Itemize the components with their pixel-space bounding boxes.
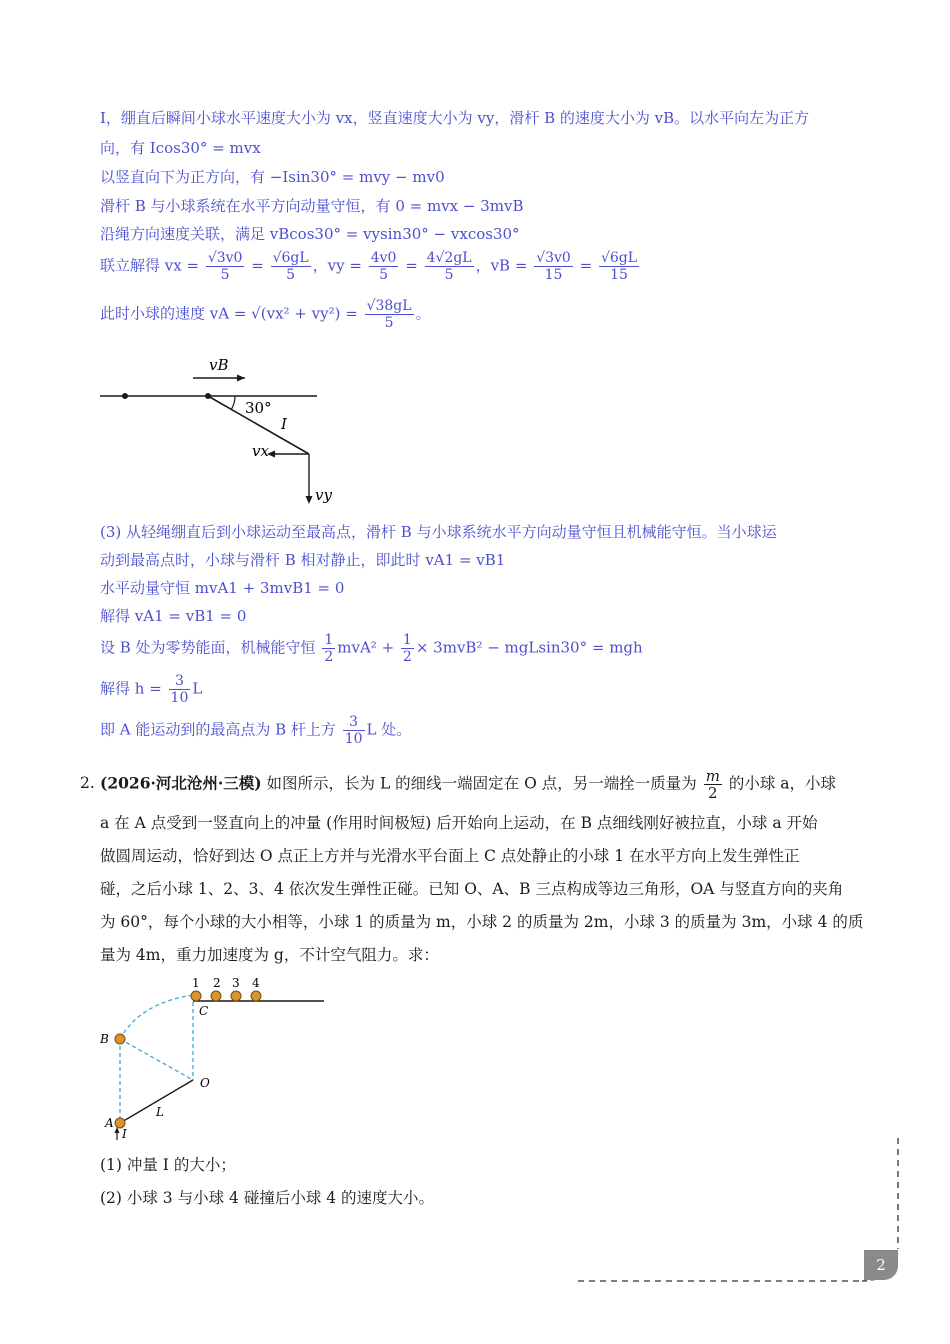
point-b-label: B [100,1032,109,1046]
fraction: $\frac{√38gL}{5}$ [366,298,412,331]
fraction: $\frac{√3v0}{15}$ [536,250,571,283]
question-line-3: 做圆周运动，恰好到达 O 点正上方并与光滑水平台面上 C 点处静止的小球 1 在水平方向上发生弹性正 [100,847,800,865]
ball-3 [231,991,241,1001]
fraction: $\frac{√6gL}{5}$ [272,250,309,283]
question-line-2: a 在 A 点受到一竖直向上的冲量 (作用时间极短) 后开始向上运动，在 B 点细线刚好被拉直，小球 a 开始 [100,814,818,832]
fraction: $\frac{4v0}{5}$ [370,250,397,283]
ball-1 [191,991,201,1001]
velocity-diagram [95,350,335,520]
question-line-1: (2026·河北沧州·三模) 如图所示，长为 L 的细线一端固定在 O 点，另一端拴一质量为 $\frac{m}{2}$ 的小球 a，小球 [100,767,837,802]
sub-question-2: (2) 小球 3 与小球 4 碰撞后小球 4 的速度大小。 [100,1189,435,1207]
fraction: $\frac{3}{10}$ [344,714,363,747]
impulse-label: I [281,415,287,433]
point-a-label: A [105,1116,114,1130]
part3-line-6: 解得 h = $\frac{3}{10}$ L [100,673,203,706]
arc-path [120,995,193,1039]
part3-line-2: 动到最高点时，小球与滑杆 B 相对静止，即此时 vA1 = vB1 [100,551,506,569]
vb-arrowhead [237,375,245,382]
bo-dashed [120,1039,193,1080]
ball-at-b [115,1034,125,1044]
fraction: $\frac{1}{2}$ [324,632,334,665]
part3-line-1: (3) 从轻绳绷直后到小球运动至最高点，滑杆 B 与小球系统水平方向动量守恒且机械能守恒。当小球运 [100,523,777,541]
question-number: 2. [80,774,95,792]
ball-2 [211,991,221,1001]
ball-4 [251,991,261,1001]
question-line-6: 量为 4m，重力加速度为 g，不计空气阻力。求： [100,946,439,964]
length-label: L [156,1105,164,1119]
mass-fraction: $\frac{m}{2}$ [705,767,720,802]
solution-line-6: 联立解得 vx = $\frac{√3v0}{5}$ = $\frac{√6gL}{5}$ ，vy = $\frac{4v0}{5}$ = $\frac{4√2gL}{5}$ ，vB = $\frac{√3v0}{15}$ = $\frac{√6gL}{15}$ [100,250,638,283]
impulse-label: I [122,1127,127,1141]
solution-line-4: 滑杆 B 与小球系统在水平方向动量守恒，有 0 = mvx − 3mvB [100,197,524,215]
question-line-4: 碰，之后小球 1、2、3、4 依次发生弹性正碰。已知 O、A、B 三点构成等边三角形，OA 与竖直方向的夹角 [100,880,844,898]
part3-line-3: 水平动量守恒 mvA1 + 3mvB1 = 0 [100,579,345,597]
ball-2-label: 2 [213,976,221,990]
solution-line-3: 以竖直向下为正方向，有 −Isin30° = mvy − mv0 [100,168,445,186]
part3-line-7: 即 A 能运动到的最高点为 B 杆上方 $\frac{3}{10}$ L 处。 [100,714,412,747]
point-o-label: O [200,1076,210,1090]
angle-arc [231,396,235,410]
solution-line-5: 沿绳方向速度关联，满足 vBcos30° = vysin30° − vxcos30° [100,225,520,243]
fixed-point [122,393,128,399]
part3-line-4: 解得 vA1 = vB1 = 0 [100,607,247,625]
sub-question-1: (1) 冲量 I 的大小； [100,1156,236,1174]
vy-arrowhead [306,496,313,504]
angle-label: 30° [245,399,272,417]
ball-4-label: 4 [252,976,260,990]
fraction: $\frac{1}{2}$ [402,632,412,665]
ball-3-label: 3 [232,976,240,990]
question-source: (2026·河北沧州·三模) [100,773,262,793]
part3-line-5: 设 B 处为零势能面，机械能守恒 $\frac{1}{2}$ mvA² + $\frac{1}{2}$ × 3mvB² − mgLsin30° = mgh [100,632,643,665]
pendulum-diagram [100,975,330,1145]
fraction: $\frac{3}{10}$ [170,673,189,706]
vy-label: vy [315,486,332,504]
fraction: $\frac{√3v0}{5}$ [207,250,243,283]
question-line-5: 为 60°，每个小球的大小相等，小球 1 的质量为 m，小球 2 的质量为 2m，小球 3 的质量为 3m，小球 4 的质 [100,913,864,931]
page-corner-decoration [570,1130,910,1290]
fraction: $\frac{√6gL}{15}$ [600,250,638,283]
vx-label: vx [252,442,269,460]
solution-line-2: 向，有 Icos30° = mvx [100,139,261,157]
vb-label: vB [209,356,229,374]
fraction: $\frac{4√2gL}{5}$ [426,250,472,283]
solution-line-1: I，绷直后瞬间小球水平速度大小为 vx，竖直速度大小为 vy，滑杆 B 的速度大小为 vB。以水平向左为正方 [100,109,810,127]
ball-1-label: 1 [192,976,200,990]
solution-line-7: 此时小球的速度 vA = √(vx² + vy²) = $\frac{√38gL}{5}$ 。 [100,298,431,331]
page-number: 2 [864,1250,898,1280]
point-c-label: C [199,1004,209,1018]
